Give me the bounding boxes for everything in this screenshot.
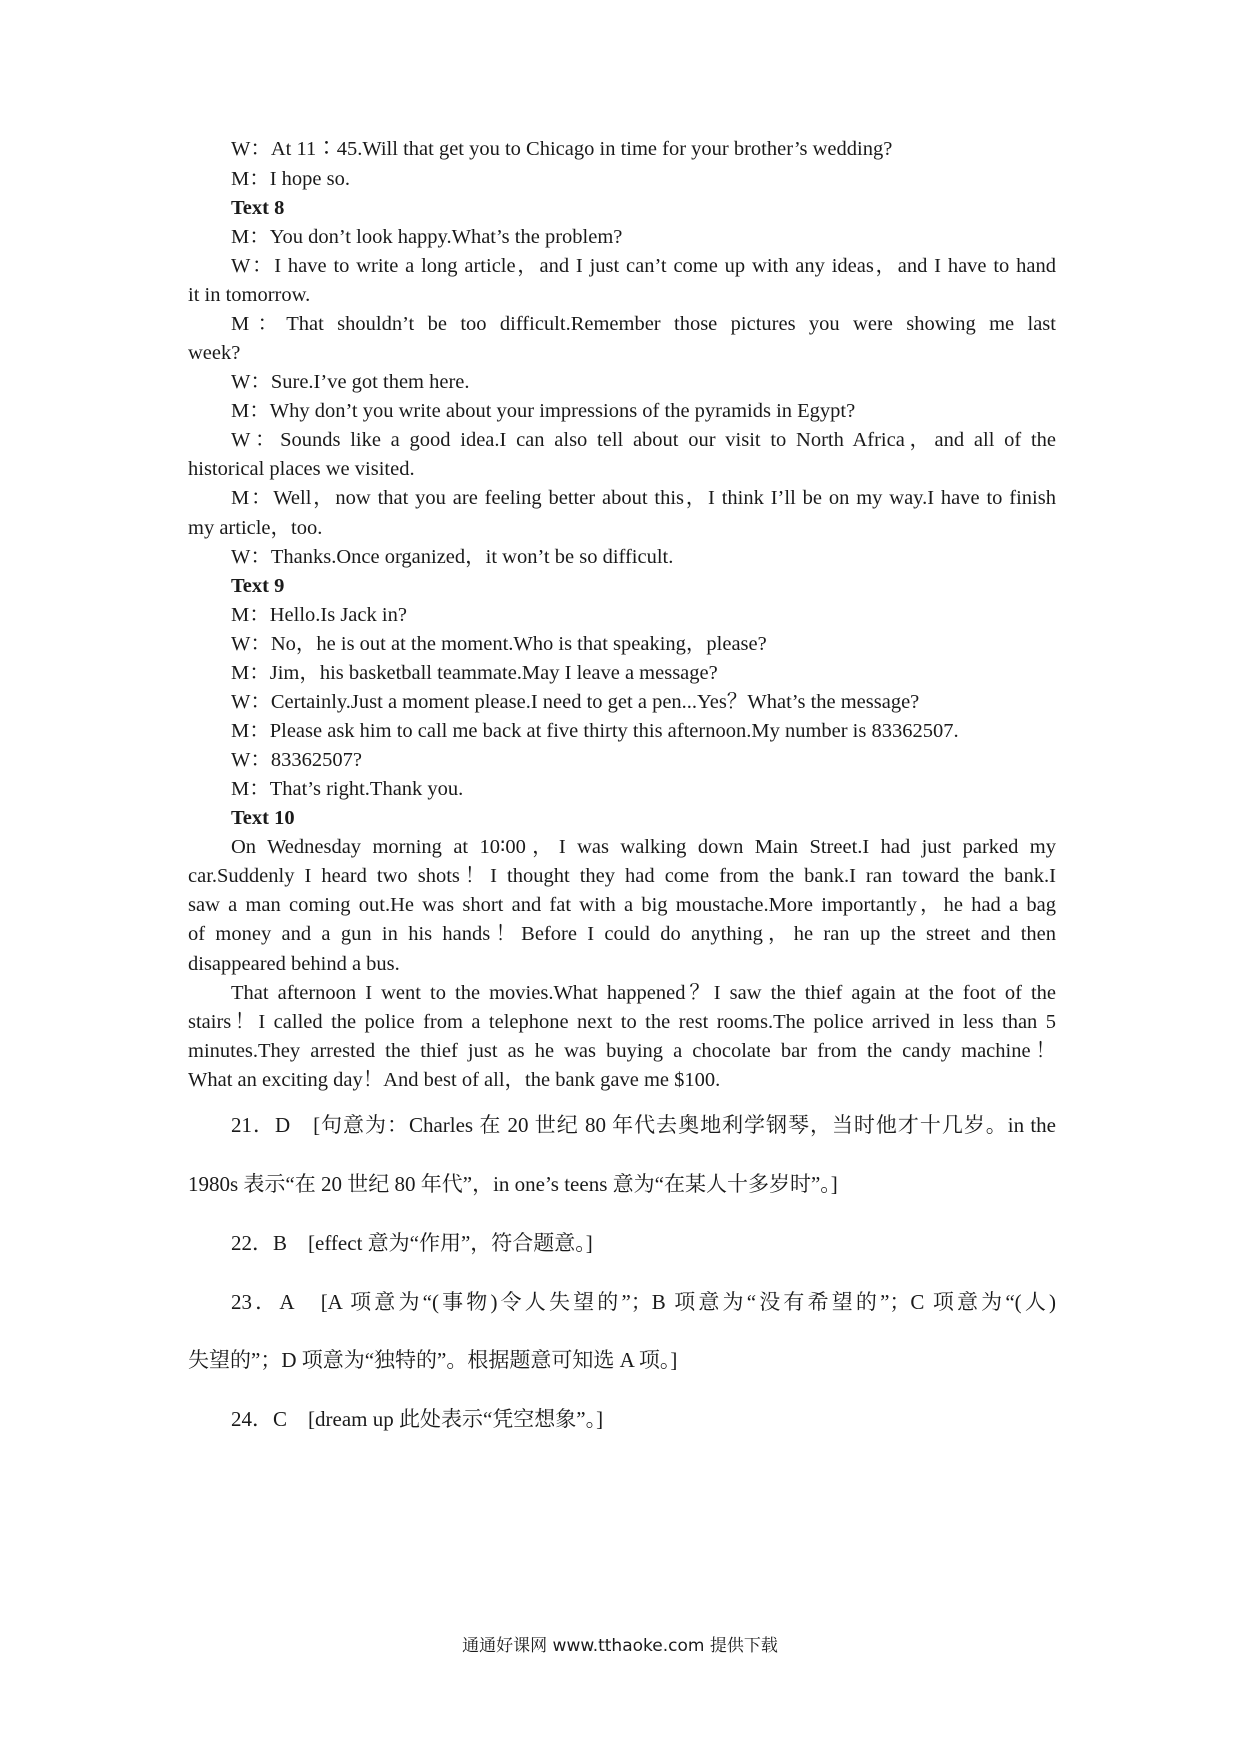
dialogue-line: M：Please ask him to call me back at five thirty this afternoon.My number is 83362507. xyxy=(231,720,959,742)
answer-22: 22．B [effect 意为“作用”，符合题意。] xyxy=(231,1231,593,1255)
paragraph-line: What an exciting day！And best of all，the bank gave me $100. xyxy=(188,1069,721,1091)
dialogue-line: M：That’s right.Thank you. xyxy=(231,778,464,800)
dialogue-line-continuation: it in tomorrow. xyxy=(188,284,311,306)
dialogue-line: M：I hope so. xyxy=(231,168,351,190)
section-heading-text-9: Text 9 xyxy=(231,575,285,597)
dialogue-line: W：No，he is out at the moment.Who is that speaking，please? xyxy=(231,633,767,655)
paragraph-line: disappeared behind a bus. xyxy=(188,953,400,975)
section-heading-text-10: Text 10 xyxy=(231,807,295,829)
dialogue-line: M：You don’t look happy.What’s the problem? xyxy=(231,226,623,248)
answer-24: 24．C [dream up 此处表示“凭空想象”。] xyxy=(231,1407,604,1431)
section-heading-text-8: Text 8 xyxy=(231,197,285,219)
paragraph-line: On Wednesday morning at 10∶00，I was walking down Main Street.I had just parked my xyxy=(231,836,1056,858)
paragraph-line: That afternoon I went to the movies.What happened？I saw the thief again at the foot of the xyxy=(231,982,1056,1004)
dialogue-line: W：83362507? xyxy=(231,749,362,771)
dialogue-line: W：Sounds like a good idea.I can also tell about our visit to North Africa，and all of the xyxy=(231,429,1056,451)
dialogue-line-continuation: historical places we visited. xyxy=(188,458,415,480)
dialogue-line: W：I have to write a long article，and I just can’t come up with any ideas，and I have to hand xyxy=(231,255,1056,277)
dialogue-line: W：Certainly.Just a moment please.I need to get a pen...Yes？What’s the message? xyxy=(231,691,920,713)
page-footer: 通通好课网 www.tthaoke.com 提供下载 xyxy=(462,1636,778,1656)
dialogue-line: W：Sure.I’ve got them here. xyxy=(231,371,470,393)
paragraph-line: car.Suddenly I heard two shots！I thought they had come from the bank.I ran toward the bank.I xyxy=(188,865,1056,887)
dialogue-line: M：Well，now that you are feeling better about this，I think I’ll be on my way.I have to finish xyxy=(231,487,1056,509)
paragraph-line: saw a man coming out.He was short and fat with a big moustache.More importantly，he had a bag xyxy=(188,894,1056,916)
answer-23-continuation: 失望的”；D 项意为“独特的”。根据题意可知选 A 项。] xyxy=(188,1348,678,1372)
answer-21-continuation: 1980s 表示“在 20 世纪 80 年代”，in one’s teens 意为“在某人十多岁时”。] xyxy=(188,1172,838,1196)
dialogue-line: M：Hello.Is Jack in? xyxy=(231,604,407,626)
dialogue-line: W：Thanks.Once organized，it won’t be so difficult. xyxy=(231,546,674,568)
dialogue-line-continuation: my article，too. xyxy=(188,517,323,539)
paragraph-line: stairs！I called the police from a telephone next to the rest rooms.The police arrived in less than 5 xyxy=(188,1011,1056,1033)
dialogue-line: M：That shouldn’t be too difficult.Remember those pictures you were showing me last xyxy=(231,313,1056,335)
dialogue-line: W：At 11∶45.Will that get you to Chicago in time for your brother’s wedding? xyxy=(231,138,893,160)
answer-23: 23．A [A 项意为“(事物)令人失望的”；B 项意为“没有希望的”；C 项意为“(人) xyxy=(231,1290,1056,1314)
answer-21: 21．D [句意为：Charles 在 20 世纪 80 年代去奥地利学钢琴，当时他才十几岁。in the xyxy=(231,1113,1056,1137)
dialogue-line: M：Why don’t you write about your impressions of the pyramids in Egypt? xyxy=(231,400,856,422)
paragraph-line: of money and a gun in his hands！Before I could do anything，he ran up the street and then xyxy=(188,923,1056,945)
paragraph-line: minutes.They arrested the thief just as he was buying a chocolate bar from the candy machine！ xyxy=(188,1040,1056,1062)
dialogue-line: M：Jim，his basketball teammate.May I leave a message? xyxy=(231,662,718,684)
dialogue-line-continuation: week? xyxy=(188,342,241,364)
